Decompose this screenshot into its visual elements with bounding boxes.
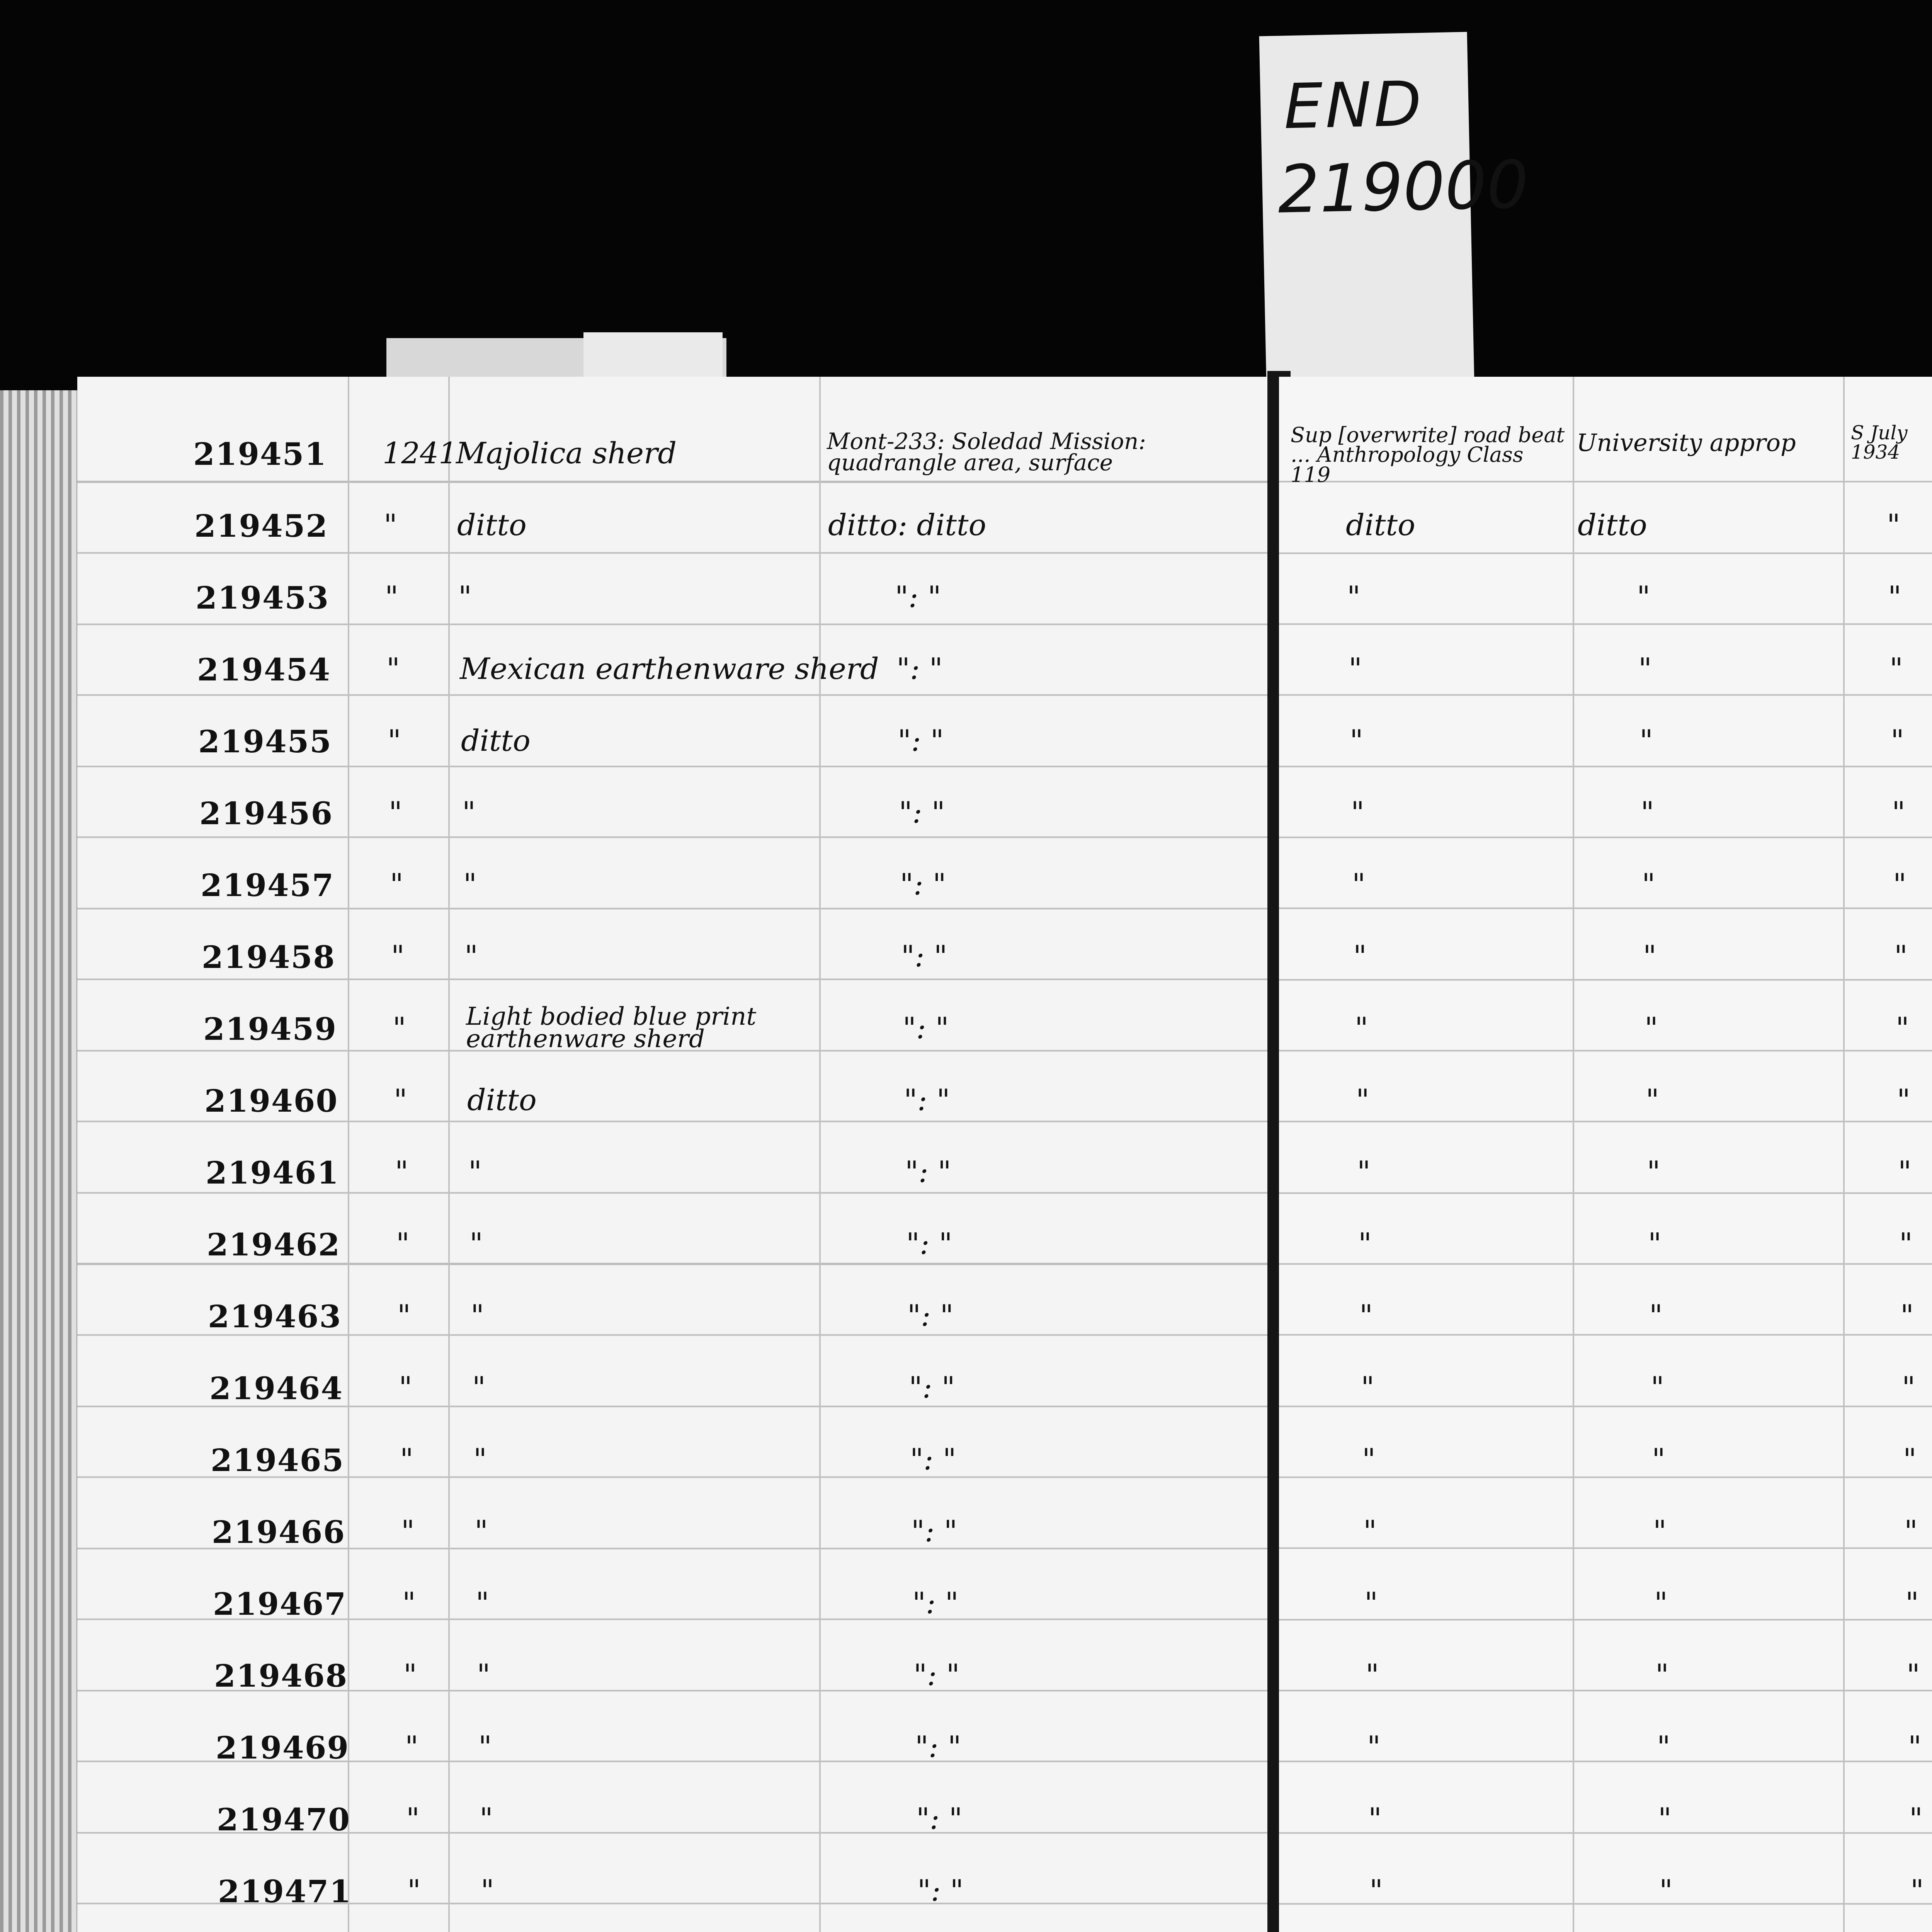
locality-field: ": " bbox=[915, 1730, 961, 1764]
locality-field: ": " bbox=[916, 1801, 963, 1836]
ledger-right-page bbox=[1279, 377, 1932, 1932]
description-field: " bbox=[478, 1730, 492, 1764]
catalog-number: 219455 bbox=[198, 723, 332, 760]
locality-field: ": " bbox=[903, 1011, 949, 1045]
date-field: " bbox=[1897, 1083, 1910, 1117]
quantity-field: " bbox=[401, 1514, 415, 1548]
ledger-left-page bbox=[77, 377, 1279, 1932]
locality-field: ": " bbox=[911, 1514, 957, 1548]
date-field: " bbox=[1908, 1730, 1922, 1764]
locality-field: ": " bbox=[910, 1442, 956, 1476]
catalog-number: 219453 bbox=[196, 580, 329, 616]
date-field: " bbox=[1888, 580, 1901, 614]
column-rule bbox=[1573, 377, 1574, 1932]
description-field: " bbox=[463, 867, 477, 901]
appropriation-field: ditto bbox=[1578, 508, 1647, 542]
locality-field: ditto: ditto bbox=[828, 508, 986, 542]
description-field: ditto bbox=[467, 1083, 537, 1117]
quantity-field: 1241 bbox=[383, 436, 457, 470]
quantity-field: " bbox=[389, 795, 402, 830]
catalog-number: 219461 bbox=[206, 1155, 339, 1191]
source-field: " bbox=[1349, 651, 1362, 686]
source-field: " bbox=[1350, 723, 1363, 758]
quantity-field: " bbox=[391, 939, 405, 973]
catalog-number: 219457 bbox=[201, 867, 334, 903]
appropriation-field: " bbox=[1648, 1226, 1662, 1261]
column-rule bbox=[819, 377, 821, 1932]
appropriation-field: University approp bbox=[1577, 429, 1796, 457]
quantity-field: " bbox=[403, 1658, 417, 1692]
date-field: " bbox=[1903, 1442, 1917, 1476]
description-field: " bbox=[476, 1586, 489, 1620]
description-field: " bbox=[477, 1658, 490, 1692]
quantity-field: " bbox=[393, 1011, 406, 1045]
description-field: Majolica sherd bbox=[456, 436, 677, 470]
source-field: " bbox=[1355, 1011, 1368, 1045]
description-field: ditto bbox=[457, 508, 527, 542]
appropriation-field: " bbox=[1639, 723, 1653, 758]
catalog-number: 219458 bbox=[202, 939, 335, 975]
catalog-number: 219467 bbox=[213, 1586, 347, 1622]
appropriation-field: " bbox=[1652, 1442, 1665, 1476]
date-field: " bbox=[1899, 1226, 1913, 1261]
locality-field: ": " bbox=[898, 723, 944, 758]
column-rule bbox=[448, 377, 450, 1932]
catalog-number: 219463 bbox=[208, 1298, 342, 1335]
catalog-number: 219466 bbox=[212, 1514, 345, 1550]
appropriation-field: " bbox=[1658, 1801, 1672, 1836]
quantity-field: " bbox=[406, 1801, 420, 1836]
locality-field: Mont-233: Soledad Mission: quadrangle area, surface bbox=[827, 428, 1146, 476]
source-field: " bbox=[1369, 1873, 1383, 1908]
date-field: " bbox=[1887, 508, 1900, 542]
catalog-number: 219454 bbox=[197, 651, 331, 688]
date-field: " bbox=[1910, 1873, 1924, 1908]
source-field: " bbox=[1352, 867, 1366, 901]
source-field: " bbox=[1368, 1801, 1382, 1836]
locality-field: ": " bbox=[904, 1083, 950, 1117]
source-field: " bbox=[1367, 1730, 1381, 1764]
column-rule bbox=[1843, 377, 1845, 1932]
catalog-number: 219462 bbox=[207, 1226, 340, 1263]
tab-line-number: 219000 bbox=[1277, 146, 1529, 228]
quantity-field: " bbox=[396, 1226, 410, 1261]
catalog-number: 219470 bbox=[217, 1801, 350, 1838]
description-field: " bbox=[481, 1873, 494, 1908]
quantity-field: " bbox=[386, 651, 400, 686]
description-field: " bbox=[480, 1801, 493, 1836]
locality-field: ": " bbox=[906, 1226, 952, 1261]
locality-field: ": " bbox=[901, 939, 947, 973]
catalog-number: 219451 bbox=[193, 436, 327, 472]
quantity-field: " bbox=[390, 867, 403, 901]
appropriation-field: " bbox=[1659, 1873, 1673, 1908]
appropriation-field: " bbox=[1645, 1011, 1658, 1045]
locality-field: ": " bbox=[905, 1155, 951, 1189]
source-field: " bbox=[1366, 1658, 1379, 1692]
appropriation-field: " bbox=[1646, 1083, 1659, 1117]
catalog-number: 219465 bbox=[211, 1442, 344, 1478]
catalog-number: 219459 bbox=[203, 1011, 337, 1047]
description-field: " bbox=[468, 1155, 482, 1189]
description-field: " bbox=[471, 1298, 484, 1333]
catalog-number: 219468 bbox=[214, 1658, 348, 1694]
quantity-field: " bbox=[397, 1298, 411, 1333]
date-field: " bbox=[1900, 1298, 1914, 1333]
description-field: " bbox=[458, 580, 472, 614]
date-field: " bbox=[1904, 1514, 1918, 1548]
locality-field: ": " bbox=[913, 1658, 960, 1692]
date-field: " bbox=[1898, 1155, 1912, 1189]
appropriation-field: " bbox=[1654, 1586, 1668, 1620]
source-field: " bbox=[1351, 795, 1364, 830]
catalog-number: 219469 bbox=[216, 1730, 349, 1766]
source-field: ditto bbox=[1346, 508, 1415, 542]
appropriation-field: " bbox=[1657, 1730, 1670, 1764]
description-field: Mexican earthenware sherd bbox=[460, 651, 879, 686]
catalog-number: 219452 bbox=[194, 508, 328, 544]
catalog-number: 219464 bbox=[209, 1370, 343, 1406]
appropriation-field: " bbox=[1643, 939, 1656, 973]
index-tab-card bbox=[1259, 32, 1529, 384]
quantity-field: " bbox=[407, 1873, 421, 1908]
date-field: " bbox=[1889, 651, 1903, 686]
ledger-page-edges bbox=[0, 390, 89, 1932]
appropriation-field: " bbox=[1651, 1370, 1664, 1405]
date-field: " bbox=[1905, 1586, 1919, 1620]
quantity-field: " bbox=[388, 723, 401, 758]
catalog-number: 219471 bbox=[218, 1873, 352, 1910]
source-field: " bbox=[1363, 1514, 1377, 1548]
quantity-field: " bbox=[405, 1730, 418, 1764]
appropriation-field: " bbox=[1647, 1155, 1660, 1189]
date-field: " bbox=[1902, 1370, 1915, 1405]
date-field: " bbox=[1893, 867, 1906, 901]
description-field: ditto bbox=[461, 723, 531, 758]
description-field: " bbox=[469, 1226, 483, 1261]
appropriation-field: " bbox=[1641, 795, 1654, 830]
date-field: " bbox=[1892, 795, 1905, 830]
tab-line-end: END bbox=[1283, 67, 1425, 143]
quantity-field: " bbox=[394, 1083, 407, 1117]
source-field: " bbox=[1347, 580, 1361, 614]
source-field: " bbox=[1357, 1155, 1371, 1189]
quantity-field: " bbox=[395, 1155, 408, 1189]
date-field: " bbox=[1891, 723, 1904, 758]
source-field: Sup [overwrite] road beat ... Anthropology Class 119 bbox=[1291, 423, 1565, 487]
locality-field: ": " bbox=[917, 1873, 964, 1908]
locality-field: ": " bbox=[909, 1370, 955, 1405]
locality-field: ": " bbox=[895, 580, 941, 614]
locality-field: ": " bbox=[907, 1298, 954, 1333]
catalog-number: 219456 bbox=[199, 795, 333, 832]
appropriation-field: " bbox=[1638, 651, 1652, 686]
source-field: " bbox=[1358, 1226, 1372, 1261]
description-field: " bbox=[474, 1514, 488, 1548]
source-field: " bbox=[1364, 1586, 1378, 1620]
quantity-field: " bbox=[400, 1442, 413, 1476]
quantity-field: " bbox=[399, 1370, 412, 1405]
date-field: " bbox=[1906, 1658, 1920, 1692]
locality-field: ": " bbox=[912, 1586, 959, 1620]
locality-field: ": " bbox=[900, 867, 946, 901]
date-field: " bbox=[1896, 1011, 1909, 1045]
source-field: " bbox=[1359, 1298, 1373, 1333]
source-field: " bbox=[1361, 1370, 1374, 1405]
source-field: " bbox=[1362, 1442, 1376, 1476]
quantity-field: " bbox=[384, 508, 397, 542]
description-field: " bbox=[473, 1442, 487, 1476]
quantity-field: " bbox=[385, 580, 398, 614]
appropriation-field: " bbox=[1655, 1658, 1669, 1692]
column-rule bbox=[348, 377, 349, 1932]
appropriation-field: " bbox=[1642, 867, 1655, 901]
locality-field: ": " bbox=[896, 651, 943, 686]
appropriation-field: " bbox=[1649, 1298, 1663, 1333]
quantity-field: " bbox=[402, 1586, 416, 1620]
description-field: Light bodied blue print earthenware sherd bbox=[466, 1002, 757, 1053]
appropriation-field: " bbox=[1653, 1514, 1667, 1548]
date-field: " bbox=[1894, 939, 1908, 973]
date-field: S July 1934 bbox=[1851, 422, 1908, 463]
source-field: " bbox=[1356, 1083, 1369, 1117]
locality-field: ": " bbox=[899, 795, 945, 830]
description-field: " bbox=[462, 795, 476, 830]
appropriation-field: " bbox=[1637, 580, 1650, 614]
catalog-number: 219460 bbox=[204, 1083, 338, 1119]
source-field: " bbox=[1353, 939, 1367, 973]
description-field: " bbox=[472, 1370, 486, 1405]
date-field: " bbox=[1909, 1801, 1923, 1836]
description-field: " bbox=[464, 939, 478, 973]
